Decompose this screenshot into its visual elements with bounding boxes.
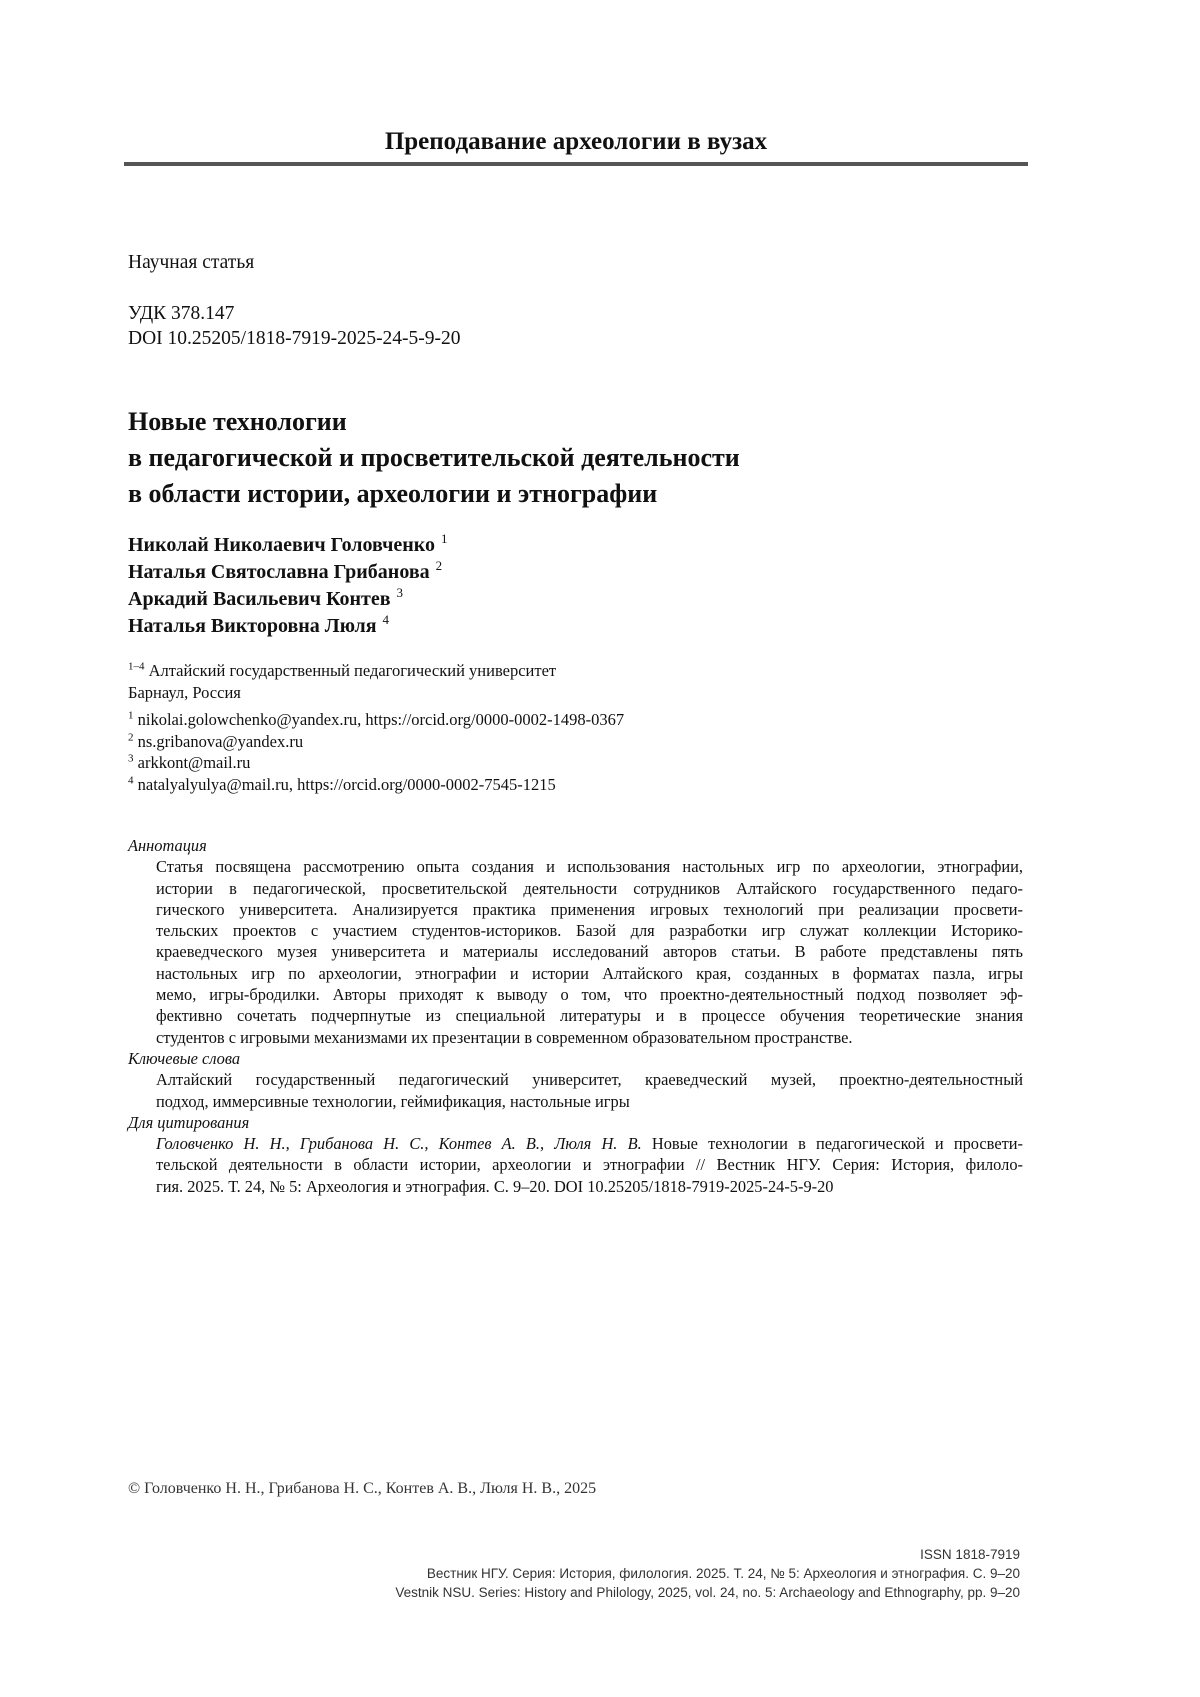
affiliation-university: Алтайский государственный педагогический университет [149,661,557,680]
author-name: Наталья Викторовна Люля [128,615,377,637]
email-link[interactable]: natalyalyulya@mail.ru, https://orcid.org/0000-0002-7545-1215 [138,775,556,794]
author-sup: 4 [383,612,390,627]
email-line: 3 arkkont@mail.ru [128,752,624,774]
keywords-label: Ключевые слова [128,1048,1023,1069]
contact-emails [128,709,624,795]
author-sup: 3 [397,585,404,600]
annotation-label: Аннотация [128,835,1023,856]
doi: DOI 10.25205/1818-7919-2025-24-5-9-20 [128,327,461,351]
email-line: 1 nikolai.golowchenko@yandex.ru, https://orcid.org/0000-0002-1498-0367 [128,709,624,731]
annotation-line: гического университета. Анализируется практика применения игровых технологий при реализации просвети- [156,899,1023,920]
title-line: в области истории, археологии и этнографии [128,476,740,512]
citation-line: гия. 2025. Т. 24, № 5: Археология и этнография. С. 9–20. DOI 10.25205/1818-7919-2025-24-5-9-20 [156,1176,1023,1197]
article-type: Научная статья [128,251,254,275]
affiliation-city: Барнаул, Россия [128,682,556,704]
title-line: Новые технологии [128,404,740,440]
annotation-line: Статья посвящена рассмотрению опыта создания и использования настольных игр по археологии, этнографии, [156,856,1023,877]
citation-line: Головченко Н. Н., Грибанова Н. С., Контев А. В., Люля Н. В. Новые технологии в педагогической и просвети- [156,1133,1023,1154]
citation-authors: Головченко Н. Н., Грибанова Н. С., Контев А. В., Люля Н. В. [156,1134,642,1153]
keywords-line: Алтайский государственный педагогический университет, краеведческий музей, проектно-деятельностный [156,1069,1023,1090]
email-line: 2 ns.gribanova@yandex.ru [128,731,624,753]
issn: ISSN 1818-7919 [395,1545,1020,1564]
author-list [128,532,448,640]
copyright-notice: © Головченко Н. Н., Грибанова Н. С., Контев А. В., Люля Н. В., 2025 [128,1480,596,1498]
annotation-line: краеведческого музея университета и материалы исследований авторов статьи. В работе представлены пять [156,941,1023,962]
author-name: Николай Николаевич Головченко [128,534,435,556]
annotation-line: настольных игр по археологии, этнографии и истории Алтайского края, созданных в форматах пазла, игры [156,963,1023,984]
affiliation-sup: 1–4 [128,661,145,673]
citation-line: тельской деятельности в области истории, археологии и этнографии // Вестник НГУ. Серия: История, филоло- [156,1154,1023,1175]
author [128,559,448,586]
author-name: Наталья Святославна Грибанова [128,561,430,583]
author [128,586,448,613]
keywords-line: подход, иммерсивные технологии, геймификация, настольные игры [156,1091,1023,1112]
email-link[interactable]: ns.gribanova@yandex.ru [138,732,303,751]
section-header: Преподавание археологии в вузах [124,128,1028,156]
email-line: 4 natalyalyulya@mail.ru, https://orcid.org/0000-0002-7545-1215 [128,774,624,796]
title-line: в педагогической и просветительской деятельности [128,440,740,476]
affiliation [128,660,556,704]
author [128,613,448,640]
author-sup: 2 [436,558,443,573]
header-rule [124,162,1028,166]
annotation-line: фективно сочетать подчерпнутые из специальной литературы и в процессе обучения теоретические знания [156,1005,1023,1026]
annotation-line: истории в педагогической, просветительской деятельности сотрудников Алтайского государственного педаго- [156,878,1023,899]
author-sup: 1 [441,531,448,546]
citation-body [156,1133,1023,1197]
author-name: Аркадий Васильевич Контев [128,588,391,610]
udc-code: УДК 378.147 [128,302,234,326]
annotation-line: студентов с игровыми механизмами их презентации в современном образовательном пространстве. [156,1027,1023,1048]
annotation-line: мемо, игры-бродилки. Авторы приходят к выводу о том, что проектно-деятельностный подход позволяет эф- [156,984,1023,1005]
annotation-body [156,856,1023,1048]
email-link[interactable]: arkkont@mail.ru [138,753,251,772]
journal-ref-ru: Вестник НГУ. Серия: История, филология. 2025. Т. 24, № 5: Археология и этнография. С. 9–20 [395,1564,1020,1583]
keywords-body [156,1069,1023,1112]
annotation-line: тельских проектов с участием студентов-историков. Базой для разработки игр служат коллекции Историко- [156,920,1023,941]
article-title [128,404,740,512]
journal-ref-en: Vestnik NSU. Series: History and Philology, 2025, vol. 24, no. 5: Archaeology and Ethnography, pp. 9–20 [395,1583,1020,1602]
author [128,532,448,559]
email-link[interactable]: nikolai.golowchenko@yandex.ru, https://orcid.org/0000-0002-1498-0367 [138,710,624,729]
citation-label: Для цитирования [128,1112,1023,1133]
abstract-block [128,835,1023,1197]
journal-footer [395,1545,1020,1602]
